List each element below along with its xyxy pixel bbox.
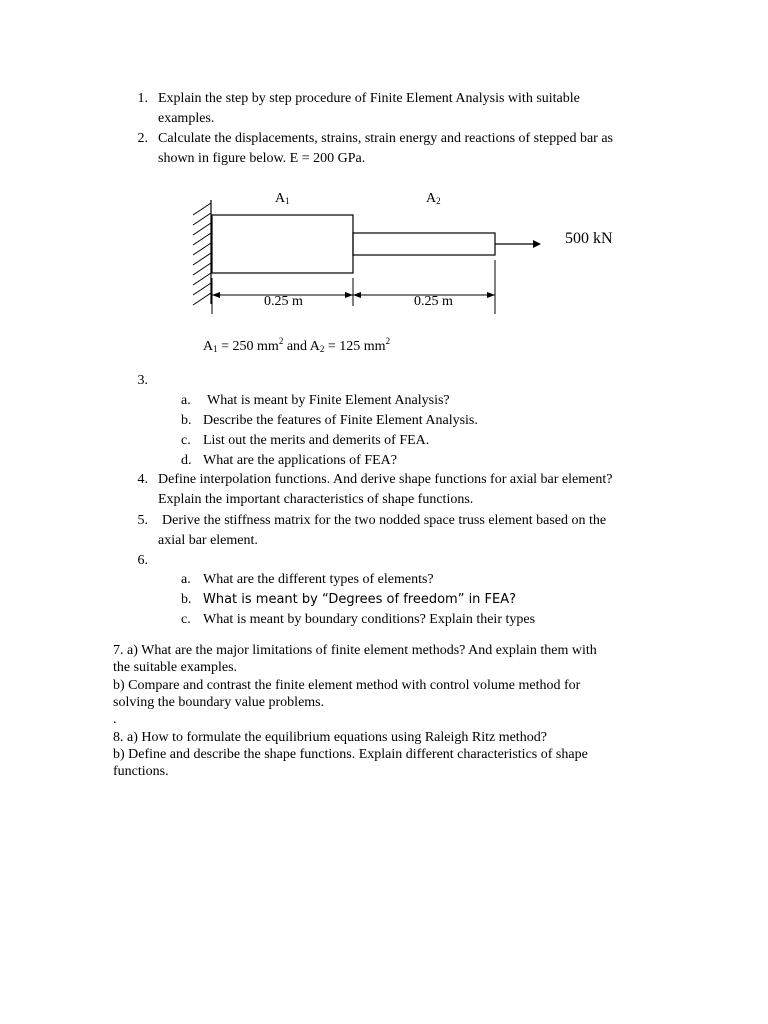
q7a-line1: 7. a) What are the major limitations of finite element methods? And explain them with [113,643,597,658]
q3-b-letter: b. [181,413,192,428]
force-label: 500 kN [565,230,613,247]
area-values: $A_1 = 250$ $mm^2$ and $A_2 = 125$ $mm^2$ [203,336,391,354]
q2-number: 2. [137,131,148,146]
q3-number: 3. [137,373,148,388]
q8a-line1: 8. a) How to formulate the equilibrium equations using Raleigh Ritz method? [113,730,547,745]
q1-text-line1: Explain the step by step procedure of Finite Element Analysis with suitable [158,91,580,106]
q6-c-letter: c. [181,612,191,627]
force-arrow-head [533,240,541,248]
q3-d-letter: d. [181,453,192,468]
q7b-line2: solving the boundary value problems. [113,695,325,710]
q3-a-text: What is meant by Finite Element Analysis? [207,393,450,408]
q7a-line2: the suitable examples. [113,660,238,675]
q6-b-text: What is meant by “Degrees of freedom” in FEA? [203,592,517,607]
bar-segment-1 [212,215,353,273]
length-2-label: 0.25 m [414,294,453,309]
label-a1: $A_1$ [275,191,290,206]
dim-arrow-1-left [212,292,220,298]
dim-arrow-2-left [353,292,361,298]
q4-number: 4. [137,472,148,487]
dim-arrow-2-right [487,292,495,298]
dim-arrow-1-right [345,292,353,298]
q1-number: 1. [137,91,148,106]
bar-segment-2 [353,233,495,255]
q4-text-line2: Explain the important characteristics of shape functions. [158,492,474,507]
q6-c-text: What is meant by boundary conditions? Explain their types [203,612,536,627]
q4-text-line1: Define interpolation functions. And derive shape functions for axial bar element? [158,472,613,487]
q1-text-line2: examples. [158,111,215,126]
q7b-line1: b) Compare and contrast the finite element method with control volume method for [113,678,581,693]
q2-text-line1: Calculate the displacements, strains, strain energy and reactions of stepped bar as [158,131,613,146]
q2-text-line2: shown in figure below. E = 200 GPa. [158,151,366,166]
q8b-line1: b) Define and describe the shape functions. Explain different characteristics of shape [113,747,588,762]
q6-a-text: What are the different types of elements? [203,572,434,587]
q3-c-letter: c. [181,433,191,448]
q5-text-line1: Derive the stiffness matrix for the two nodded space truss element based on the [162,513,607,528]
q6-number: 6. [137,553,148,568]
wall-hatching [193,203,211,305]
q5-text-line2: axial bar element. [158,533,258,548]
length-1-label: 0.25 m [264,294,303,309]
q3-a-letter: a. [181,393,191,408]
q3-d-text: What are the applications of FEA? [203,453,397,468]
q3-c-text: List out the merits and demerits of FEA. [203,433,430,448]
q6-a-letter: a. [181,572,191,587]
q5-number: 5. [137,513,148,528]
label-a2: $A_2$ [426,191,441,206]
separator-dot: . [113,712,117,727]
q6-b-letter: b. [181,592,192,607]
q8b-line2: functions. [113,764,169,779]
q3-b-text: Describe the features of Finite Element Analysis. [203,413,478,428]
